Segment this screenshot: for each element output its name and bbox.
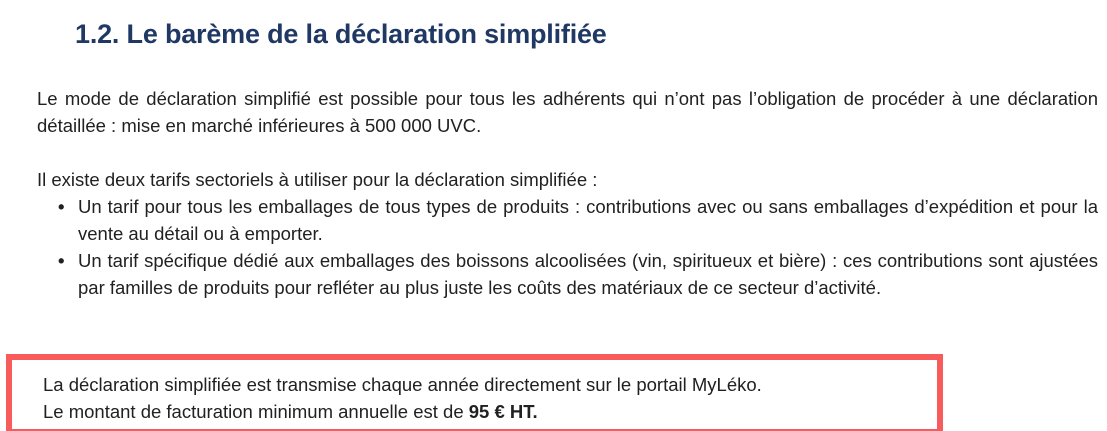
list-item-text: Un tarif spécifique dédié aux emballages des boissons alcoolisées (vin, spiritueux et bière) : ces contributions sont ajustées par familles de produits pour refléter au plus juste les coûts des matériaux de ce secteur d’activité. [78,250,1098,298]
list-item-tariff-alcohol [58,247,1098,301]
highlight-line-portal: La déclaration simplifiée est transmise chaque année directement sur le portail MyLéko. [43,374,762,395]
paragraph-tariffs-intro: Il existe deux tarifs sectoriels à utiliser pour la déclaration simplifiée : [37,169,598,190]
document-page [0,18,1107,431]
list-item-text: Un tarif pour tous les emballages de tous types de produits : contributions avec ou sans emballages d’expédition et pour la vente au détail ou à emporter. [78,196,1098,244]
list-item-tariff-general [58,193,1098,247]
bullet-icon: • [58,250,65,271]
section-heading: 1.2. Le barème de la déclaration simplifiée [75,19,607,49]
highlight-line-minimum [43,398,921,425]
minimum-billing-amount: 95 € HT. [468,401,538,422]
bullet-icon: • [58,196,65,217]
paragraph-declaration-mode: Le mode de déclaration simplifié est possible pour tous les adhérents qui n’ont pas l’obligation de procéder à une déclaration détaillée : mise en marché inférieures à 500 000 UVC. [37,88,1098,136]
highlight-box [6,354,943,431]
tariff-bullet-list [0,193,1098,301]
minimum-billing-text: Le montant de facturation minimum annuelle est de [43,401,469,422]
